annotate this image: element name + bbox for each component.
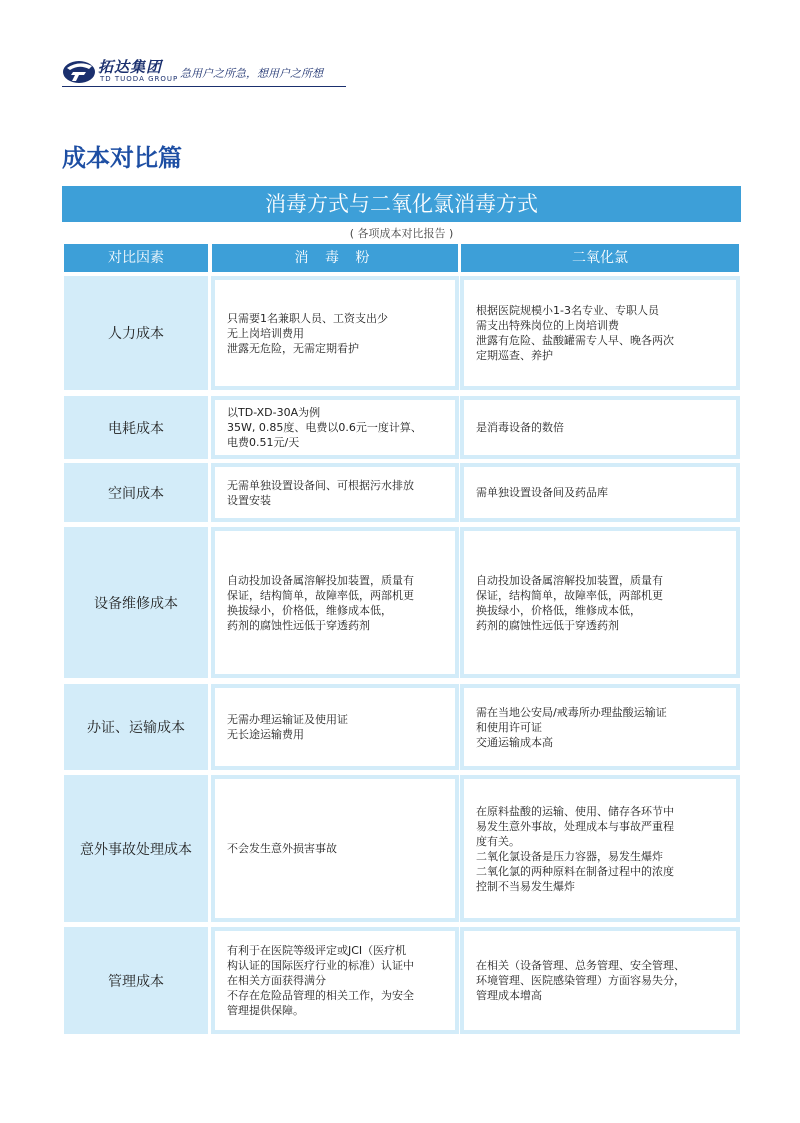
disinfectant-powder-cell — [215, 280, 455, 386]
disinfectant-powder-cell — [215, 467, 455, 518]
disinfectant-powder-cell-text: 只需要1名兼职人员、工资支出少 无上岗培训费用 泄露无危险，无需定期看护 — [227, 311, 388, 355]
disinfectant-powder-cell — [215, 400, 455, 455]
disinfectant-powder-cell — [215, 931, 455, 1030]
disinfectant-powder-cell-text: 有利于在医院等级评定或JCI（医疗机 构认证的国际医疗行业的标准）认证中 在相关方面获得满分 不存在危险品管理的相关工作，为安全 管理提供保障。 — [227, 944, 414, 1017]
chlorine-dioxide-cell — [464, 400, 736, 455]
brand-header — [62, 54, 348, 88]
disinfectant-powder-cell — [215, 531, 455, 674]
logo-english-text: TD TUODA GROUP — [100, 75, 179, 83]
chlorine-dioxide-cell — [464, 779, 736, 918]
disinfectant-powder-cell-text: 无需单独设置设备间、可根据污水排放 设置安装 — [227, 478, 414, 507]
chlorine-dioxide-cell — [464, 467, 736, 518]
factor-label: 管理成本 — [108, 973, 164, 990]
factor-cell — [64, 396, 208, 459]
disinfectant-powder-cell-text: 无需办理运输证及使用证 无长途运输费用 — [227, 713, 348, 741]
chlorine-dioxide-cell-text: 是消毒设备的数倍 — [476, 421, 564, 434]
chlorine-dioxide-cell-text: 根据医院规模小1-3名专业、专职人员 需支出特殊岗位的上岗培训费 泄露有危险、盐酸罐需专人早、晚各两次 定期巡查、养护 — [476, 304, 674, 362]
factor-label: 办证、运输成本 — [87, 720, 185, 736]
factor-label: 意外事故处理成本 — [80, 841, 192, 858]
factor-cell — [64, 927, 208, 1034]
factor-label: 电耗成本 — [108, 420, 164, 437]
chlorine-dioxide-cell-text: 在原料盐酸的运输、使用、储存各环节中 易发生意外事故，处理成本与事故严重程 度有关。 二氧化氯设备是压力容器，易发生爆炸 二氧化氯的两种原料在制备过程中的浓度 控制不当易发生爆炸 — [476, 804, 674, 893]
column-header-chlorine-dioxide: 二氧化氯 — [461, 244, 739, 272]
tuoda-logo-icon — [62, 56, 96, 86]
slogan: 急用户之所急，想用户之所想 — [180, 67, 323, 80]
disinfectant-powder-cell-text: 以TD-XD-30A为例 35W, 0.85度、电费以0.6元一度计算、 电费0.51元/天 — [227, 406, 422, 449]
disinfectant-powder-cell-text: 不会发生意外损害事故 — [227, 842, 337, 855]
factor-cell — [64, 775, 208, 922]
disinfectant-powder-cell-text: 自动投加设备属溶解投加装置，质量有 保证，结构简单，故障率低，两部机更 换拔绿小，价格低，维修成本低， 药剂的腐蚀性远低于穿透药剂 — [227, 573, 414, 632]
factor-label: 人力成本 — [108, 326, 164, 342]
logo-chinese-text: 拓达集团 — [98, 58, 163, 76]
section-title: 成本对比篇 — [62, 144, 182, 172]
factor-cell — [64, 463, 208, 522]
factor-label: 设备维修成本 — [94, 595, 178, 612]
factor-cell — [64, 684, 208, 770]
factor-cell — [64, 276, 208, 390]
chlorine-dioxide-cell — [464, 931, 736, 1030]
chlorine-dioxide-cell-text: 自动投加设备属溶解投加装置，质量有 保证，结构简单，故障率低，两部机更 换拔绿小，价格低，维修成本低， 药剂的腐蚀性远低于穿透药剂 — [476, 573, 663, 632]
column-header-disinfectant-powder: 消 毒 粉 — [212, 244, 458, 272]
disinfectant-powder-cell — [215, 779, 455, 918]
table-subtitle: ( 各项成本对比报告 ) — [349, 227, 454, 240]
chlorine-dioxide-cell — [464, 688, 736, 766]
header-divider — [62, 86, 346, 87]
factor-cell — [64, 527, 208, 678]
chlorine-dioxide-cell — [464, 280, 736, 386]
factor-label: 空间成本 — [108, 485, 164, 502]
chlorine-dioxide-cell — [464, 531, 736, 674]
disinfectant-powder-cell — [215, 688, 455, 766]
chlorine-dioxide-cell-text: 在相关（设备管理、总务管理、安全管理、 环境管理、医院感染管理）方面容易失分， 管理成本增高 — [476, 959, 685, 1002]
chlorine-dioxide-cell-text: 需在当地公安局/戒毒所办理盐酸运输证 和使用许可证 交通运输成本高 — [476, 705, 667, 749]
table-banner-title: 消毒方式与二氧化氯消毒方式 — [62, 186, 741, 222]
chlorine-dioxide-cell-text: 需单独设置设备间及药品库 — [476, 486, 608, 499]
column-header-factor: 对比因素 — [64, 244, 208, 272]
